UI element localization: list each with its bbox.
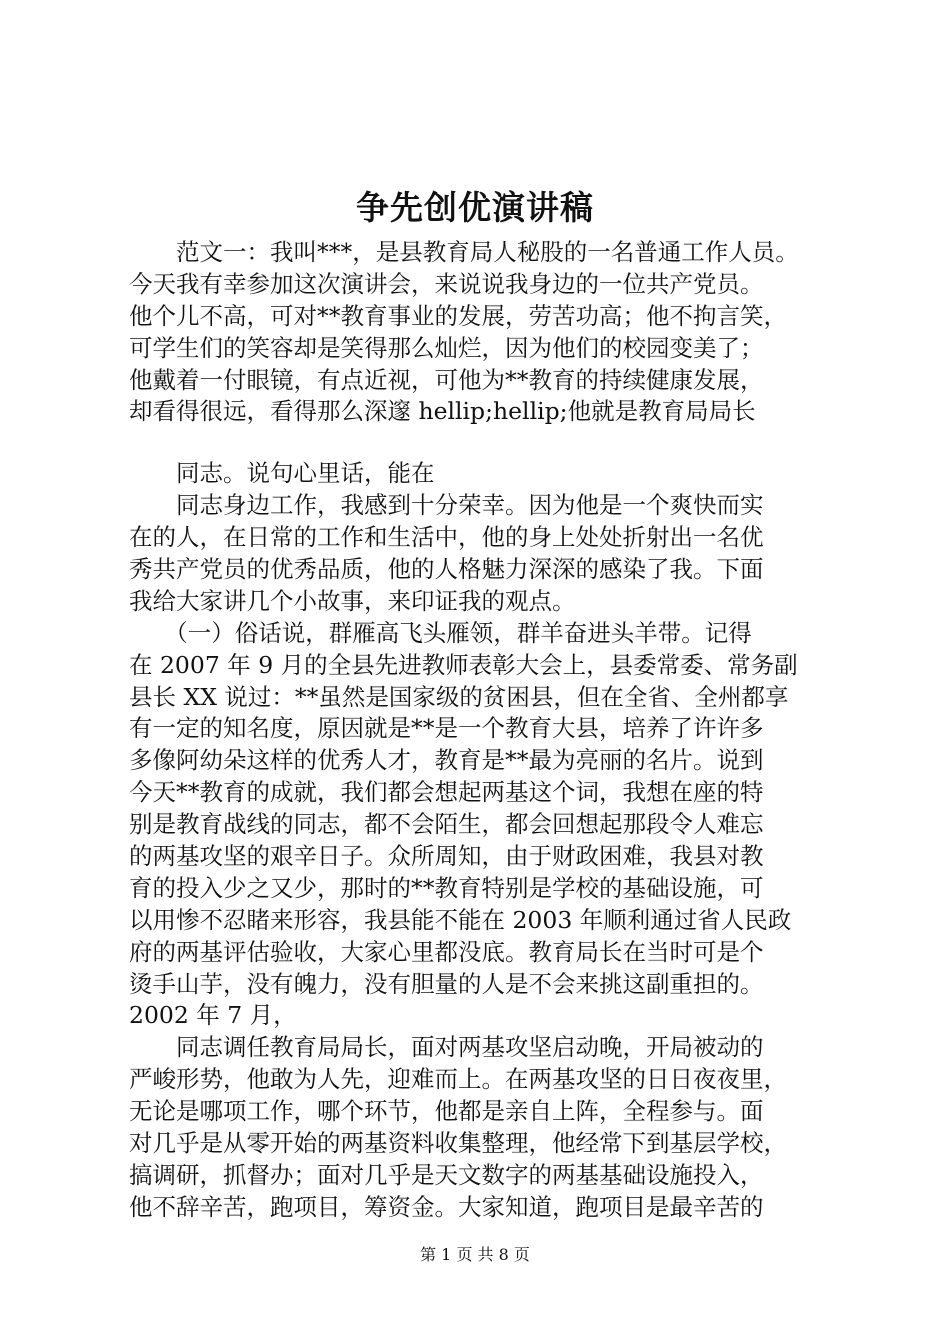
text-line: 同志。说句心里话，能在 [129, 459, 435, 488]
text-line: 我给大家讲几个小故事，来印证我的观点。 [129, 586, 576, 615]
text-line: 却看得很远，看得那么深邃 hellip;hellip;他就是教育局局长 [129, 397, 756, 426]
text-line: 他个儿不高，可对**教育事业的发展，劳苦功高；他不拘言笑， [129, 301, 787, 330]
paragraph-block-1 [129, 237, 851, 428]
paragraph-block-2 [129, 458, 851, 1223]
text-line: 可学生们的笑容却是笑得那么灿烂，因为他们的校园变美了； [129, 333, 764, 362]
text-line: 在的人，在日常的工作和生活中，他的身上处处折射出一名优 [129, 523, 764, 552]
page-number-footer: 第 1 页 共 8 页 [420, 1245, 530, 1264]
text-line: 对几乎是从零开始的两基资料收集整理，他经常下到基层学校， [129, 1129, 787, 1158]
text-line: 烫手山芋，没有魄力，没有胆量的人是不会来挑这副重担的。 [129, 969, 764, 998]
text-line: 县长 XX 说过：**虽然是国家级的贫困县，但在全省、全州都享 [129, 682, 789, 711]
text-line: 今天**教育的成就，我们都会想起两基这个词，我想在座的特 [129, 778, 764, 807]
text-line: 秀共产党员的优秀品质，他的人格魅力深深的感染了我。下面 [129, 555, 764, 584]
text-line: 严峻形势，他敢为人先，迎难而上。在两基攻坚的日日夜夜里， [129, 1065, 787, 1094]
text-line: 搞调研，抓督办；面对几乎是天文数字的两基基础设施投入， [129, 1160, 764, 1189]
paragraph-gap [129, 428, 851, 458]
document-title: 争先创优演讲稿 [356, 188, 594, 227]
text-line: 育的投入少之又少，那时的**教育特别是学校的基础设施，可 [129, 873, 764, 902]
text-line: 2002 年 7 月， [129, 1001, 297, 1030]
text-line: 范文一：我叫***，是县教育局人秘股的一名普通工作人员。 [129, 238, 799, 266]
text-line: 有一定的知名度，原因就是**是一个教育大县，培养了许许多 [129, 714, 764, 743]
text-line: 今天我有幸参加这次演讲会，来说说我身边的一位共产党员。 [129, 269, 764, 298]
text-line: 无论是哪项工作，哪个环节，他都是亲自上阵，全程参与。面 [129, 1097, 764, 1126]
document-body [129, 237, 851, 1224]
text-line: 的两基攻坚的艰辛日子。众所周知，由于财政困难，我县对教 [129, 842, 764, 871]
text-line: 同志身边工作，我感到十分荣幸。因为他是一个爽快而实 [129, 491, 764, 520]
text-line: 同志调任教育局局长，面对两基攻坚启动晚，开局被动的 [129, 1033, 764, 1062]
text-line: 他戴着一付眼镜，有点近视，可他为**教育的持续健康发展， [129, 365, 764, 394]
text-line: 多像阿幼朵这样的优秀人才，教育是**最为亮丽的名片。说到 [129, 746, 764, 775]
text-line: 以用惨不忍睹来形容，我县能不能在 2003 年顺利通过省人民政 [129, 905, 792, 934]
text-line: （一）俗话说，群雁高飞头雁领，群羊奋进头羊带。记得 [129, 618, 752, 647]
text-line: 府的两基评估验收，大家心里都没底。教育局长在当时可是个 [129, 937, 764, 966]
text-line: 他不辞辛苦，跑项目，筹资金。大家知道，跑项目是最辛苦的 [129, 1192, 764, 1221]
text-line: 在 2007 年 9 月的全县先进教师表彰大会上，县委常委、常务副 [129, 650, 798, 679]
text-line: 别是教育战线的同志，都不会陌生，都会回想起那段令人难忘 [129, 810, 764, 839]
